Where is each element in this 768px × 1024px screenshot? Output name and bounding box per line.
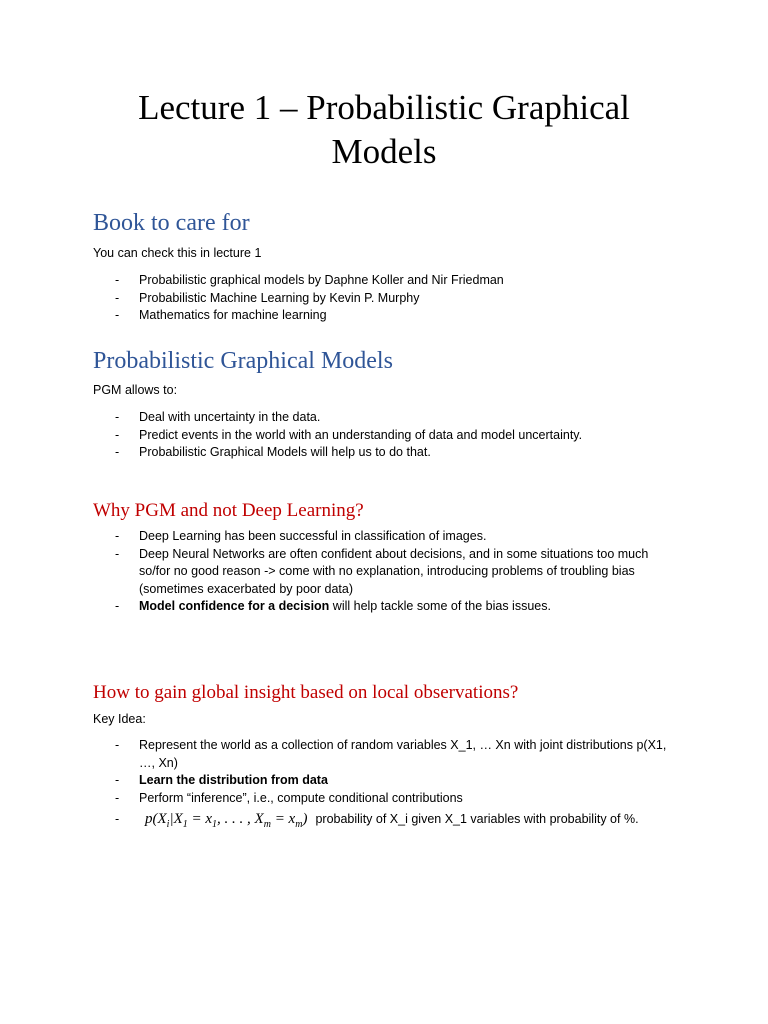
dash-marker: -	[115, 773, 120, 788]
pgm-intro: PGM allows to:	[93, 383, 178, 397]
title-line-1: Lecture 1 – Probabilistic Graphical	[138, 88, 630, 127]
dash-marker: -	[115, 599, 120, 614]
list-item: - Learn the distribution from data	[0, 772, 674, 790]
list-item: - Perform “inference”, i.e., compute conditional contributions	[0, 790, 674, 808]
heading-book-to-care-for: Book to care for	[93, 210, 250, 236]
list-item: - Predict events in the world with an understanding of data and model uncertainty.	[0, 427, 674, 445]
list-item: - Probabilistic Graphical Models will help us to do that.	[0, 444, 674, 462]
list-item: - Deep Learning has been successful in classification of images.	[0, 528, 674, 546]
title-line-2: Models	[331, 132, 437, 171]
dash-marker: -	[115, 410, 120, 424]
key-idea-label: Key Idea:	[93, 712, 146, 726]
heading-pgm: Probabilistic Graphical Models	[93, 348, 393, 374]
dash-marker: -	[115, 812, 120, 827]
list-item: - $p(X_i|X_1 = x_1$, . . . , $X_m = x_m$) probability of X_i given X_1 variables with probability of %.	[0, 811, 674, 834]
dash-marker: -	[115, 308, 120, 323]
dash-marker: -	[115, 738, 120, 752]
list-item: - Represent the world as a collection of random variables X_1, … Xn with joint distributions p(X1, …, Xn)	[115, 738, 667, 770]
conditional-probability-formula: $p(X_i|X_1 = x_1$, . . . , $X_m = x_m$)	[145, 811, 308, 831]
book-intro: You can check this in lecture 1	[93, 246, 262, 260]
heading-why-pgm: Why PGM and not Deep Learning?	[93, 500, 364, 521]
dash-marker: -	[115, 546, 120, 561]
key-idea-list	[0, 737, 768, 834]
bold-phrase: Model confidence for a decision	[139, 599, 330, 614]
dash-marker: -	[115, 290, 120, 305]
list-item: - Model confidence for a decision will help tackle some of the bias issues.	[0, 598, 674, 616]
dash-marker: -	[115, 427, 120, 442]
dash-marker: -	[115, 529, 120, 543]
list-item: - Mathematics for machine learning	[0, 307, 674, 325]
list-item: - Probabilistic graphical models by Daphne Koller and Nir Friedman	[0, 272, 674, 290]
dash-marker: -	[115, 445, 120, 460]
dash-marker: -	[115, 273, 120, 287]
page-title	[0, 86, 768, 174]
why-pgm-list	[0, 528, 768, 616]
pgm-list	[0, 409, 768, 462]
dash-marker: -	[115, 790, 120, 805]
book-list	[0, 272, 768, 325]
heading-global-insight: How to gain global insight based on local observations?	[93, 682, 519, 703]
list-item: - Deep Neural Networks are often confident about decisions, and in some situations too much so/for no good reason -> come with no explanation, introducing problems of troubling bias (sometimes exacerbated by poor data)	[115, 546, 649, 596]
list-item: - Deal with uncertainty in the data.	[0, 409, 674, 427]
list-item: - Probabilistic Machine Learning by Kevin P. Murphy	[0, 290, 674, 308]
